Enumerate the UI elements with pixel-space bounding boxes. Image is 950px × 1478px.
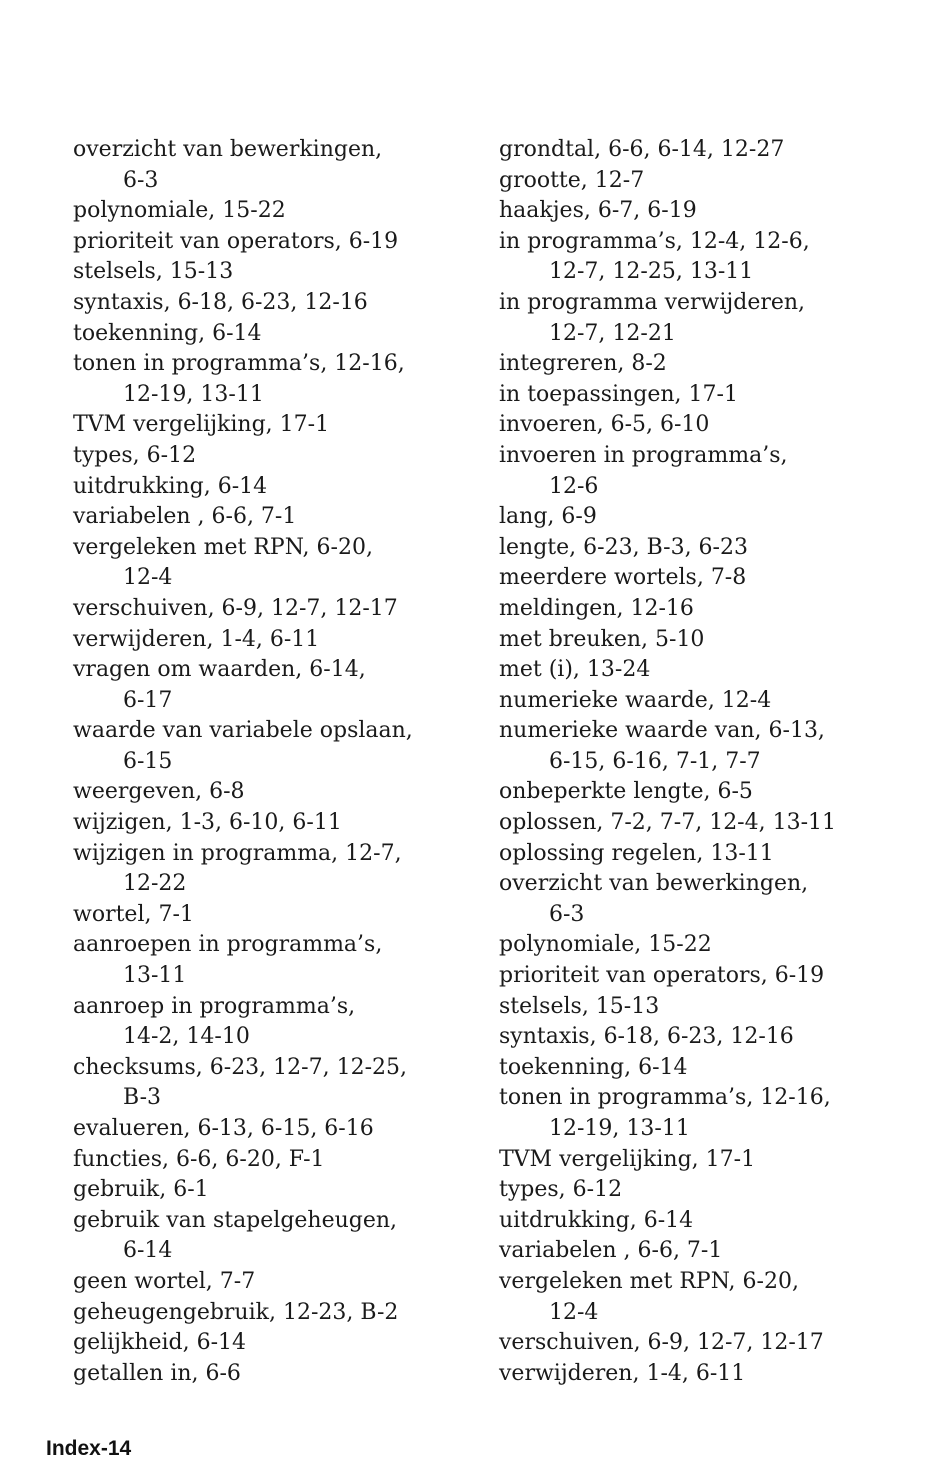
index-entry-text: aanroep in programma’s, [73,993,356,1019]
index-entry [73,257,473,288]
index-entry-text: geen wortel, 7-7 [73,1268,256,1294]
index-entry-continuation: 12-4 [123,565,173,591]
index-entry [499,1175,919,1206]
index-entry [499,1083,919,1144]
index-entry-continuation: 12-19, 13-11 [549,1116,690,1141]
index-entry-text: tonen in programma’s, 12-16, [73,351,405,377]
index-column-left [73,135,473,1389]
index-entry [499,166,919,197]
index-entry [499,655,919,686]
index-entry [73,1175,473,1206]
index-entry-text: weergeven, 6-8 [73,779,245,805]
index-entry-text: integreren, 8-2 [499,351,667,377]
index-entry-text: invoeren, 6-5, 6-10 [499,412,710,438]
index-entry-text: syntaxis, 6-18, 6-23, 12-16 [499,1024,794,1050]
index-entry [499,502,919,533]
index-entry-continuation: 12-7, 12-25, 13-11 [549,259,754,285]
index-entry-text: numerieke waarde van, 6-13, [499,718,825,744]
index-entry-continuation: 13-11 [123,963,187,989]
index-entry-text: verschuiven, 6-9, 12-7, 12-17 [499,1330,824,1356]
index-entry-text: polynomiale, 15-22 [73,198,286,224]
index-entry-text: syntaxis, 6-18, 6-23, 12-16 [73,289,368,315]
index-entry [73,716,473,777]
index-entry [73,319,473,350]
index-entry [73,1114,473,1145]
index-entry-text: meldingen, 12-16 [499,595,694,621]
index-entry-text: grootte, 12-7 [499,167,645,193]
index-entry-text: gebruik van stapelgeheugen, [73,1207,398,1233]
index-entry [73,196,473,227]
index-entry [73,655,473,716]
index-entry-text: wijzigen in programma, 12-7, [73,840,402,866]
index-entry [499,1053,919,1084]
index-entry-text: onbeperkte lengte, 6-5 [499,779,753,805]
index-entry-text: verwijderen, 1-4, 6-11 [499,1360,746,1386]
index-entry [499,992,919,1023]
index-entry-text: stelsels, 15-13 [73,259,234,285]
page-label: Index-14 [46,1437,132,1460]
index-entry-text: types, 6-12 [499,1177,623,1203]
index-entry-text: meerdere wortels, 7-8 [499,565,747,591]
index-entry [73,1206,473,1267]
index-entry-text: toekenning, 6-14 [499,1054,688,1080]
index-entry-text: prioriteit van operators, 6-19 [499,963,825,989]
index-entry [499,1236,919,1267]
index-entry-text: wijzigen, 1-3, 6-10, 6-11 [73,810,342,836]
index-entry [499,533,919,564]
index-entry [499,1206,919,1237]
index-entry-continuation: 6-3 [549,901,585,927]
index-entry [499,1022,919,1053]
index-entry-continuation: 12-6 [549,473,599,499]
index-entry-text: overzicht van bewerkingen, [73,137,383,162]
index-entry [73,502,473,533]
index-entry [73,930,473,991]
index-entry-continuation: 12-22 [123,871,187,897]
index-entry [499,808,919,839]
index-entry [73,1267,473,1298]
index-entry [73,472,473,503]
index-entry-text: verwijderen, 1-4, 6-11 [73,626,320,652]
index-entry-text: evalueren, 6-13, 6-15, 6-16 [73,1116,374,1141]
index-entry [499,288,919,349]
index-entry [73,900,473,931]
index-entry-text: checksums, 6-23, 12-7, 12-25, [73,1054,407,1080]
index-entry-text: vergeleken met RPN, 6-20, [73,534,373,560]
index-entry [499,410,919,441]
index-entry-text: verschuiven, 6-9, 12-7, 12-17 [73,595,398,621]
index-entry-continuation: 12-19, 13-11 [123,381,264,407]
index-entry-continuation: 6-15 [123,748,173,774]
index-entry-text: vragen om waarden, 6-14, [73,657,366,683]
index-entry-continuation: 12-7, 12-21 [549,320,676,346]
index-entry-text: gelijkheid, 6-14 [73,1330,247,1356]
index-entry [73,441,473,472]
index-entry [73,1328,473,1359]
index-entry [499,716,919,777]
index-entry [499,135,919,166]
index-entry-text: TVM vergelijking, 17-1 [73,412,330,438]
index-entry-text: uitdrukking, 6-14 [73,473,268,499]
index-entry [73,288,473,319]
index-entry-text: met (i), 13-24 [499,657,651,683]
index-entry-text: prioriteit van operators, 6-19 [73,228,399,254]
index-entry-text: met breuken, 5-10 [499,626,705,652]
index-entry [499,1328,919,1359]
index-entry-text: stelsels, 15-13 [499,993,660,1019]
index-entry [499,441,919,502]
index-entry-text: uitdrukking, 6-14 [499,1207,694,1233]
index-entry [499,594,919,625]
index-entry-text: haakjes, 6-7, 6-19 [499,198,697,224]
index-entry-text: oplossing regelen, 13-11 [499,840,774,866]
index-entry [73,1298,473,1329]
index-entry [73,594,473,625]
index-entry-text: in programma’s, 12-4, 12-6, [499,228,810,254]
index-entry-text: geheugengebruik, 12-23, B-2 [73,1299,399,1325]
index-entry-continuation: 12-4 [549,1299,599,1325]
index-entry-text: types, 6-12 [73,442,197,468]
index-entry-text: lang, 6-9 [499,504,597,530]
index-entry [499,777,919,808]
index-entry [499,686,919,717]
index-entry-continuation: 6-17 [123,687,173,713]
index-entry-text: invoeren in programma’s, [499,442,788,468]
index-entry [499,349,919,380]
index-entry [499,1145,919,1176]
index-entry-text: grondtal, 6-6, 6-14, 12-27 [499,137,785,162]
index-entry-text: lengte, 6-23, B-3, 6-23 [499,534,748,560]
index-entry-text: variabelen , 6-6, 7-1 [499,1238,723,1264]
index-entry [499,625,919,656]
index-entry-continuation: 6-15, 6-16, 7-1, 7-7 [549,748,761,774]
index-entry-text: toekenning, 6-14 [73,320,262,346]
index-entry-text: getallen in, 6-6 [73,1360,241,1386]
index-entry-continuation: 6-3 [123,167,159,193]
index-entry [73,625,473,656]
index-entry [499,839,919,870]
index-column-right [499,135,919,1389]
index-entry-text: polynomiale, 15-22 [499,932,712,958]
index-entry [499,1267,919,1328]
index-entry [499,227,919,288]
index-entry-text: overzicht van bewerkingen, [499,871,809,897]
index-entry-text: TVM vergelijking, 17-1 [499,1146,756,1172]
index-entry-text: tonen in programma’s, 12-16, [499,1085,831,1111]
index-entry [499,961,919,992]
index-entry-text: gebruik, 6-1 [73,1177,209,1203]
index-entry-continuation: B-3 [123,1085,162,1111]
index-entry-continuation: 6-14 [123,1238,173,1264]
index-entry-text: numerieke waarde, 12-4 [499,687,772,713]
index-entry-text: oplossen, 7-2, 7-7, 12-4, 13-11 [499,810,837,836]
index-entry [73,1145,473,1176]
index-entry [73,777,473,808]
index-entry [499,930,919,961]
index-entry [499,380,919,411]
index-entry-continuation: 14-2, 14-10 [123,1024,250,1050]
index-entry-text: aanroepen in programma’s, [73,932,383,958]
index-entry-text: in toepassingen, 17-1 [499,381,738,407]
index-entry [73,1053,473,1114]
index-entry [73,839,473,900]
index-entry [499,563,919,594]
index-entry [73,349,473,410]
index-entry [73,992,473,1053]
index-entry [73,533,473,594]
index-entry [73,227,473,258]
index-entry-text: vergeleken met RPN, 6-20, [499,1268,799,1294]
index-entry [73,1359,473,1390]
index-entry [499,196,919,227]
index-entry [73,808,473,839]
index-entry-text: waarde van variabele opslaan, [73,718,413,744]
index-entry [499,869,919,930]
index-entry-text: in programma verwijderen, [499,289,806,315]
index-entry-text: wortel, 7-1 [73,901,194,927]
index-entry [499,1359,919,1390]
index-entry [73,410,473,441]
index-entry-text: functies, 6-6, 6-20, F-1 [73,1146,325,1172]
index-entry [73,135,473,196]
index-entry-text: variabelen , 6-6, 7-1 [73,504,297,530]
